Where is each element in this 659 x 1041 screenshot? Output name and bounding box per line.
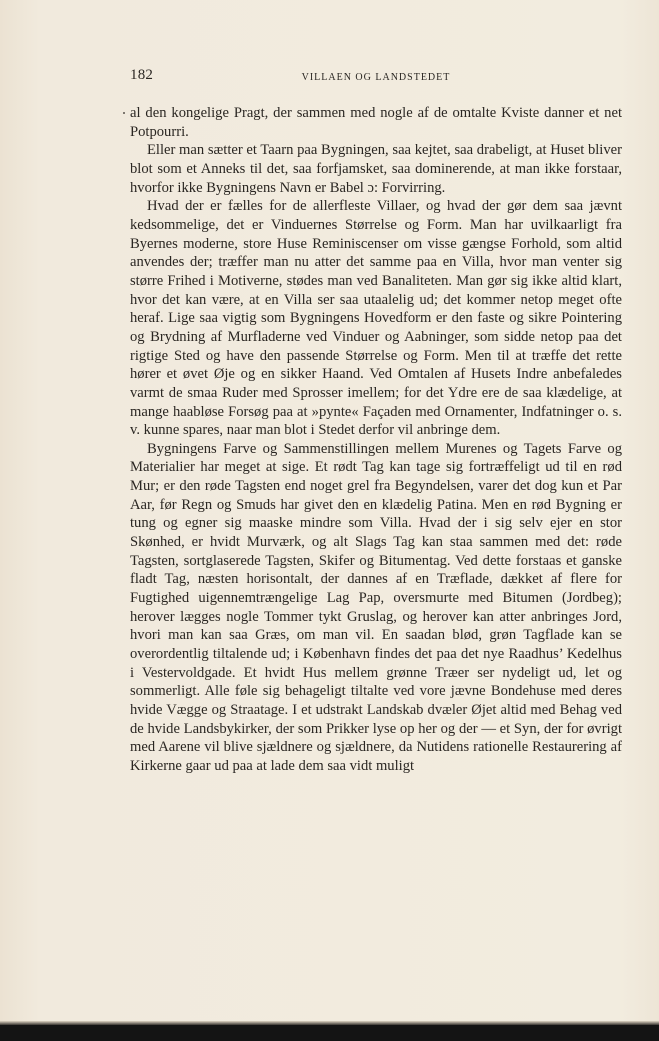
page-number: 182 [130,67,154,83]
paragraph-continued: al den kongelige Pragt, der sammen med nogle af de omtalte Kviste danner et net Potpourri. [130,105,622,140]
body-text [130,104,622,776]
margin-mark [123,112,125,114]
paragraph-colour: Bygningens Farve og Sammenstillingen mellem Murenes og Tagets Farve og Materialier har meget at sige. Et rødt Tag kan tage sig fortræffeligt ud til en rød Mur; er den røde Tagsten end noget grel fra Begyndelsen, varer det dog kun et Par Aar, før Regn og Smuds har givet den en klædelig Patina. Men en rød Bygning er tung og egner sig maaske mindre som Villa. Hvad der i sig selv ejer en stor Skønhed, er hvidt Murværk, og alt Slags Tag kan staa sammen med det: røde Tagsten, sortglaserede Tagsten, Skifer og Bitumentag. Ved dette forstaas et ganske fladt Tag, næsten horisontalt, der dannes af en Træflade, dækket af flere for Fugtighed uigennemtrængelige Lag Pap, oversmurte med Bitumen (Jordbeg); herover lægges nogle Tommer tykt Gruslag, og herover kan atter anbringes Jord, hvori man kan saa Græs, om man vil. En saadan blød, grøn Tagflade kan se overordentlig tiltalende ud; i København findes det paa det nye Raadhus’ Kedelhus i Vestervoldgade. Et hvidt Hus mellem grønne Træer ser nydeligt ud, let og sommerligt. Alle føle sig behageligt tiltalte ved vore jævne Bondehuse med deres hvide Vægge og Straatage. I et udstrakt Landskab dvæler Øjet altid med Behag ved de hvide Landsbykirker, der som Prikker lyse op her og der — et Syn, der for øvrigt med Aarene vil blive sjældnere og sjældnere, da Nutidens rationelle Restaurering af Kirkerne gaar ud paa at lade dem saa vidt muligt [130,440,622,774]
paragraph-tower: Eller man sætter et Taarn paa Bygningen, saa kejtet, saa drabeligt, at Huset bliver blot som et Anneks til det, saa forfjamsket, saa dominerende, at man ikke forstaar, hvorfor ikke Bygningens Navn er Babel ɔ: Forvirring. [130,142,622,196]
running-head: VILLAEN OG LANDSTEDET [301,72,451,83]
scan-bottom-edge [0,1025,659,1041]
paragraph-windows: Hvad der er fælles for de allerfleste Villaer, og hvad der gør dem saa jævnt kedsommelige, det er Vinduernes Størrelse og Form. Man har uvilkaarligt fra Byernes moderne, store Huse Reminiscenser om visse gængse Forhold, som altid anvendes der; træffer man nu atter det samme paa en Villa, hvor man venter sig større Frihed i Motiverne, stødes man ved Banaliteten. Man gør sig ikke altid klart, hvor det kan være, at en Villa ser saa utaalelig ud; det kommer netop meget ofte heraf. Lige saa vigtig som Bygningens Hovedform er den faste og sikre Pointering og Brydning af Murfladerne ved Vinduer og Aabninger, som sidde netop paa det rigtige Sted og have den passende Størrelse og Form. Men til at træffe det rette hører et øvet Øje og en sikker Haand. Ved Omtalen af Husets Indre anbefaledes varmt de smaa Ruder med Sprosser imellem; for det Ydre ere de saa klædelige, at mange haabløse Forsøg paa at »pynte« Façaden med Ornamenter, Indfatninger o. s. v. kunne spares, naar man blot i Stedet derfor vil anbringe dem. [130,198,622,439]
page-header [130,67,622,87]
